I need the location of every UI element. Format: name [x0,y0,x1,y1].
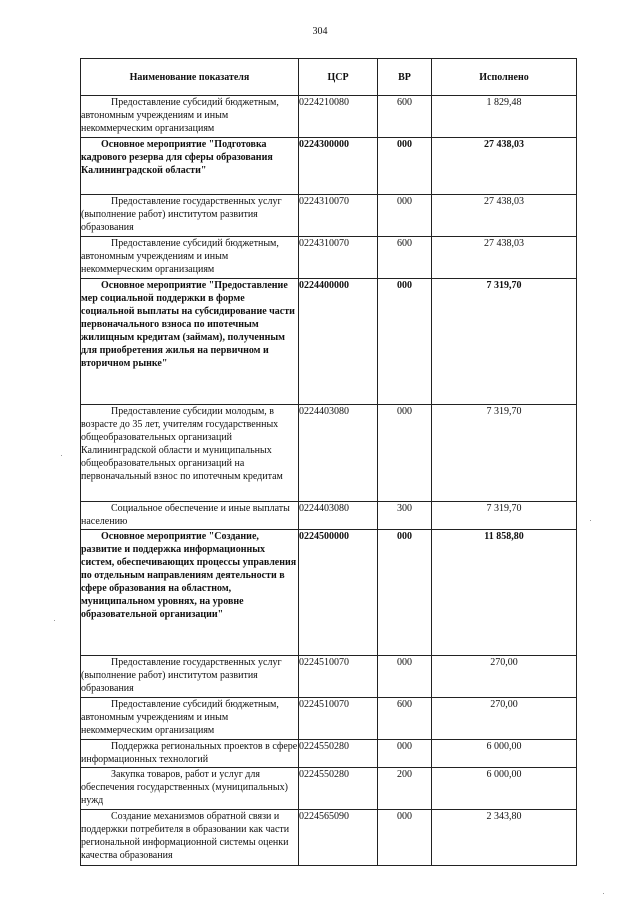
table-row [81,279,577,405]
row-csr: 0224510070 [299,698,378,740]
row-amount: 6 000,00 [432,768,577,810]
row-vr: 300 [378,502,432,530]
row-name: Предоставление государственных услуг (выполнение работ) институтом развития образования [81,195,299,237]
scan-speck [590,520,591,521]
row-name: Основное мероприятие "Подготовка кадрового резерва для сферы образования Калининградской области" [81,138,299,195]
row-vr: 000 [378,195,432,237]
table-row [81,768,577,810]
row-amount: 27 438,03 [432,138,577,195]
row-vr: 600 [378,96,432,138]
row-amount: 2 343,80 [432,810,577,866]
row-name: Основное мероприятие "Создание, развитие и поддержка информационных систем, обеспечивающих процессы управления по отдельным направлениям деятельности в сфере образования на областном, муниципальном уровнях, на уровне образовательной организации" [81,530,299,656]
row-amount: 7 319,70 [432,279,577,405]
row-csr: 0224550280 [299,768,378,810]
scan-speck [54,620,55,621]
row-csr: 0224300000 [299,138,378,195]
scan-speck [61,455,62,456]
scan-speck [603,893,604,894]
row-vr: 600 [378,698,432,740]
row-amount: 11 858,80 [432,530,577,656]
table-row [81,138,577,195]
header-executed: Исполнено [432,59,577,96]
row-vr: 200 [378,768,432,810]
header-vr: ВР [378,59,432,96]
row-name: Поддержка региональных проектов в сфере информационных технологий [81,740,299,768]
table-row [81,698,577,740]
row-csr: 0224403080 [299,502,378,530]
row-name: Закупка товаров, работ и услуг для обеспечения государственных (муниципальных) нужд [81,768,299,810]
row-csr: 0224565090 [299,810,378,866]
row-csr: 0224403080 [299,405,378,502]
row-amount: 6 000,00 [432,740,577,768]
row-amount: 270,00 [432,698,577,740]
table-row [81,405,577,502]
row-name: Социальное обеспечение и иные выплаты населению [81,502,299,530]
row-vr: 600 [378,237,432,279]
table-row [81,195,577,237]
row-name: Предоставление субсидий бюджетным, автономным учреждениям и иным некоммерческим организациям [81,96,299,138]
row-amount: 270,00 [432,656,577,698]
row-name: Основное мероприятие "Предоставление мер социальной поддержки в форме социальной выплаты на субсидирование части первоначального взноса по ипотечным жилищным кредитам (займам), полученным для приобретения жилья на первичном и вторичном рынке" [81,279,299,405]
row-name: Предоставление субсидий бюджетным, автономным учреждениям и иным некоммерческим организациям [81,698,299,740]
row-csr: 0224210080 [299,96,378,138]
table-row [81,810,577,866]
row-csr: 0224310070 [299,237,378,279]
row-name: Предоставление субсидий бюджетным, автономным учреждениям и иным некоммерческим организациям [81,237,299,279]
row-amount: 7 319,70 [432,502,577,530]
row-vr: 000 [378,810,432,866]
row-amount: 7 319,70 [432,405,577,502]
row-csr: 0224500000 [299,530,378,656]
table-row [81,530,577,656]
table-row [81,502,577,530]
row-csr: 0224400000 [299,279,378,405]
row-name: Создание механизмов обратной связи и поддержки потребителя в образовании как части региональной информационной системы оценки качества образования [81,810,299,866]
table-row [81,237,577,279]
row-csr: 0224510070 [299,656,378,698]
row-vr: 000 [378,740,432,768]
table-row [81,96,577,138]
row-vr: 000 [378,138,432,195]
table-row [81,656,577,698]
row-vr: 000 [378,405,432,502]
row-vr: 000 [378,279,432,405]
row-csr: 0224550280 [299,740,378,768]
row-amount: 27 438,03 [432,195,577,237]
page-number: 304 [312,26,328,37]
row-vr: 000 [378,530,432,656]
header-name: Наименование показателя [81,59,299,96]
row-vr: 000 [378,656,432,698]
row-name: Предоставление субсидии молодым, в возрасте до 35 лет, учителям государственных общеобразовательных организаций Калининградской области и муниципальных общеобразовательных организаций на первоначальный взнос по ипотечным кредитам [81,405,299,502]
expenditure-table [80,58,577,866]
header-csr: ЦСР [299,59,378,96]
table-header-row [81,59,577,96]
row-amount: 27 438,03 [432,237,577,279]
table-row [81,740,577,768]
row-csr: 0224310070 [299,195,378,237]
row-amount: 1 829,48 [432,96,577,138]
row-name: Предоставление государственных услуг (выполнение работ) институтом развития образования [81,656,299,698]
